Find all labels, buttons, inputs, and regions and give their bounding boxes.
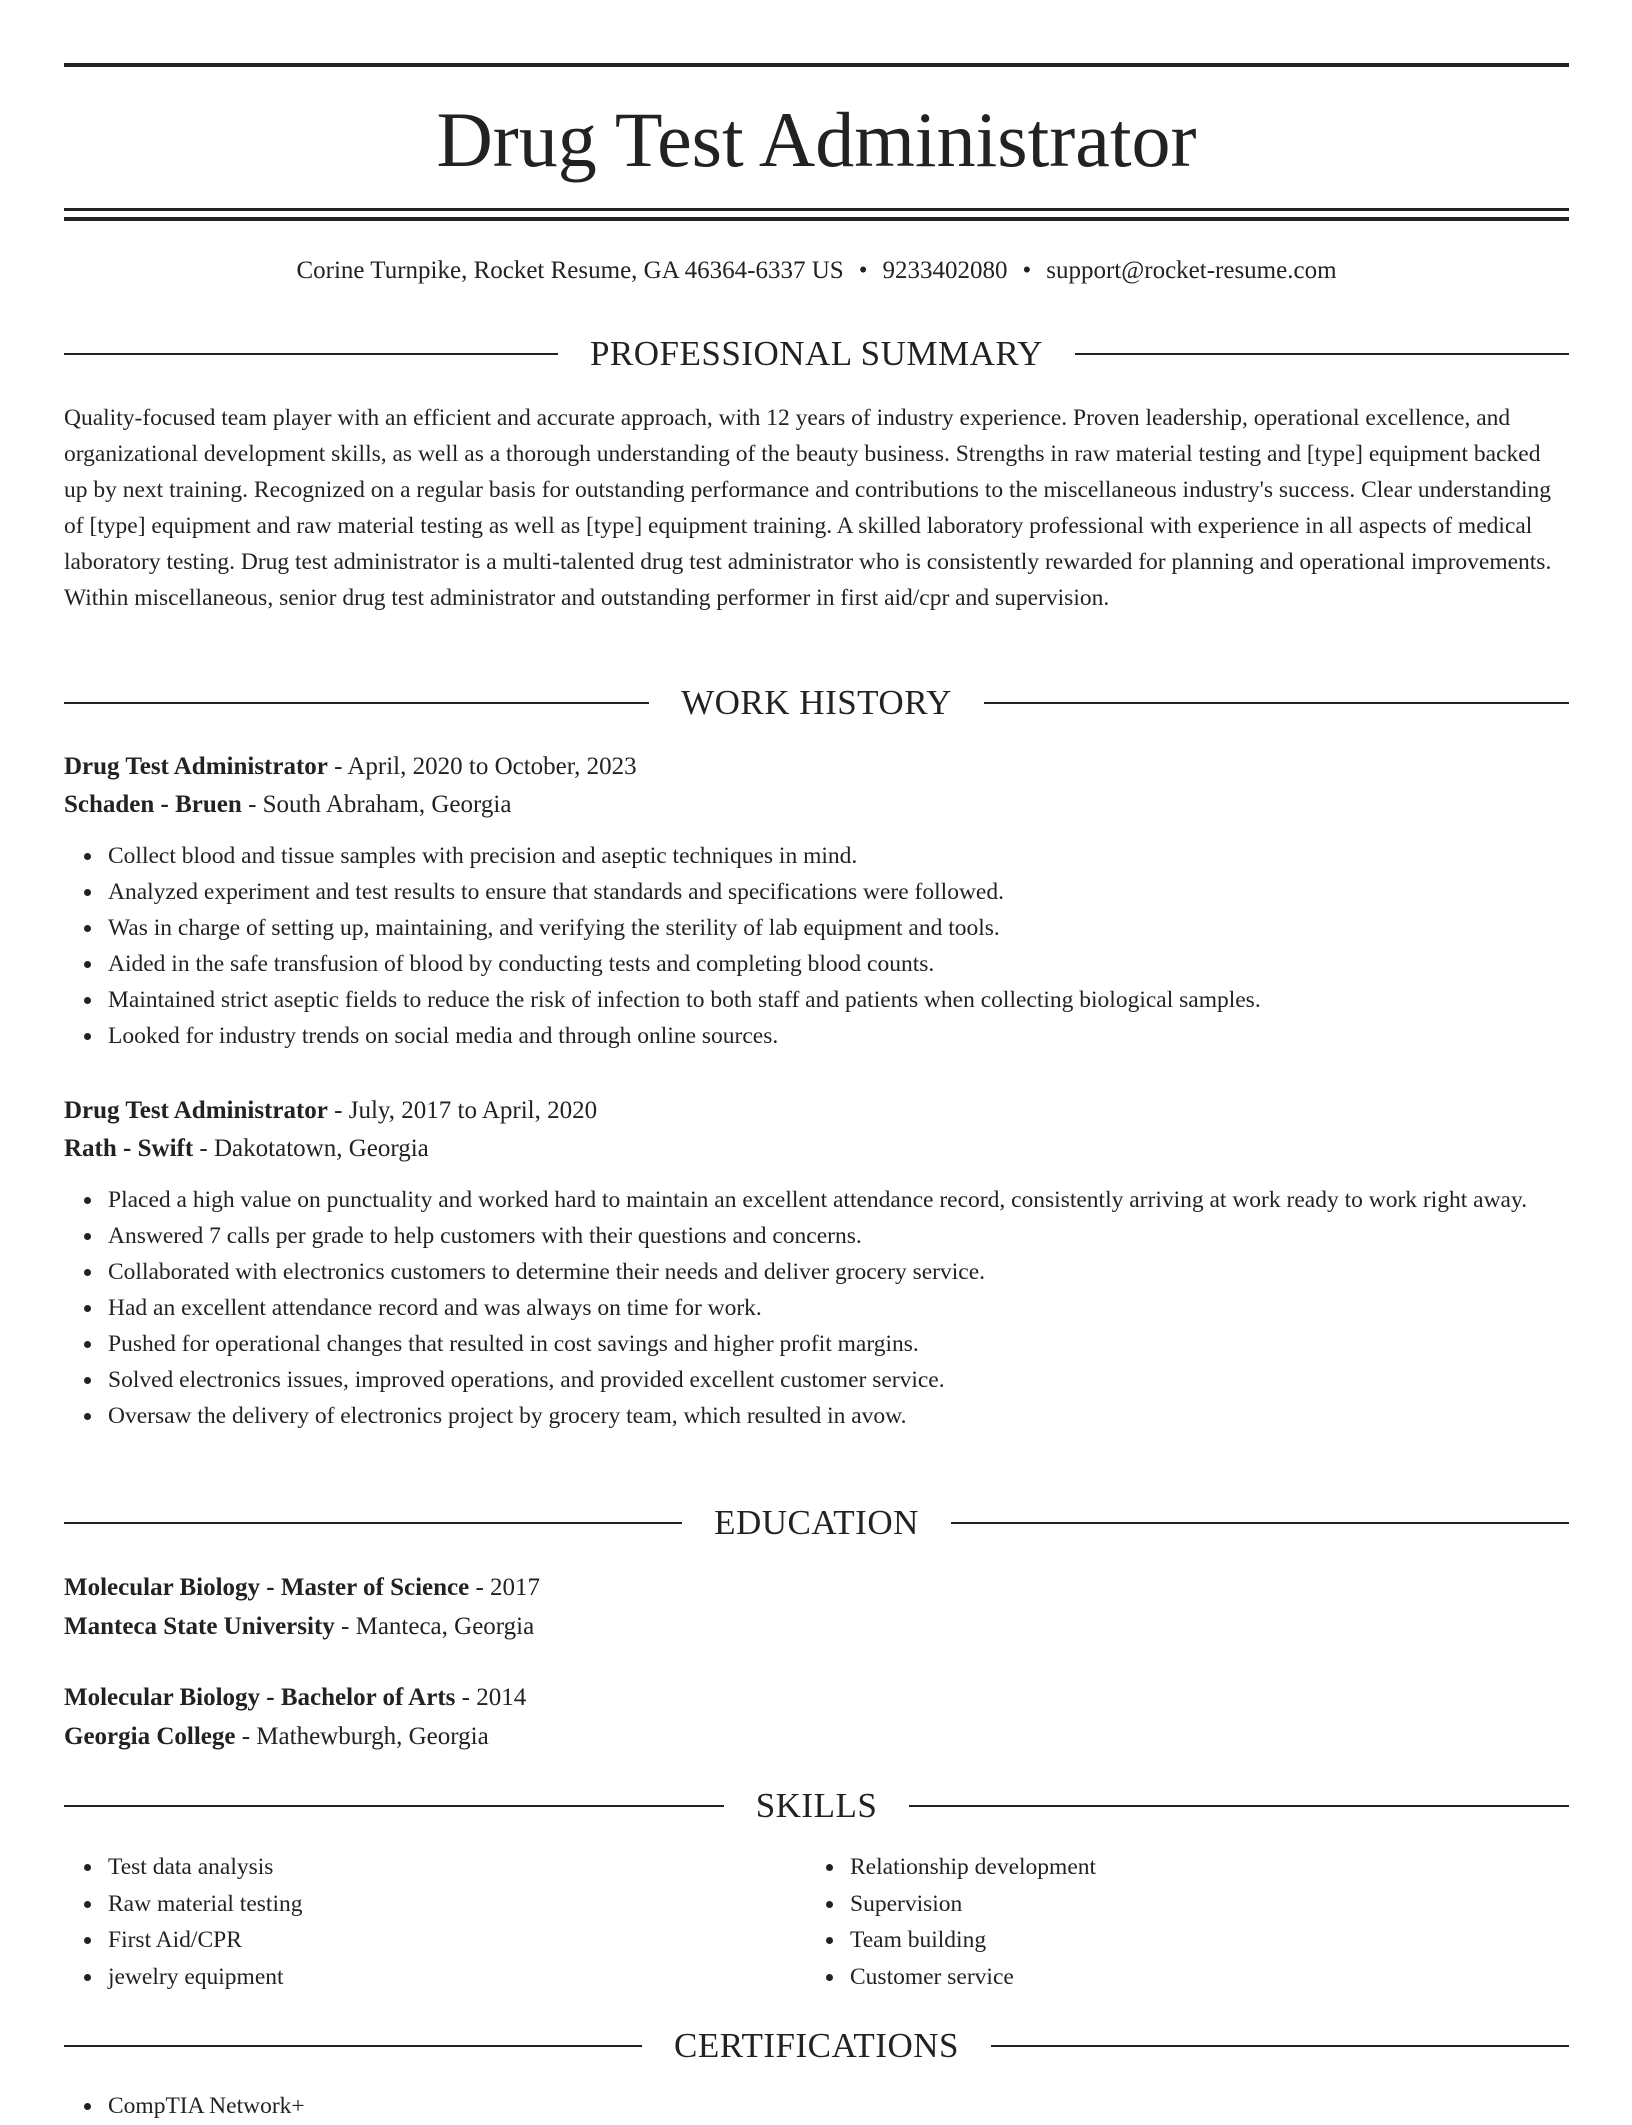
skills-list <box>64 1849 764 1995</box>
skill-item: Supervision <box>850 1886 1506 1923</box>
education-year: - 2017 <box>469 1574 541 1601</box>
heading-rule <box>951 1522 1569 1524</box>
job-title: Drug Test Administrator <box>64 753 328 780</box>
heading-rule <box>64 702 649 704</box>
education-location: - Manteca, Georgia <box>334 1613 535 1640</box>
section-title: CERTIFICATIONS <box>674 2026 959 2065</box>
education-location: - Mathewburgh, Georgia <box>235 1723 489 1750</box>
section-heading-certifications <box>64 2024 1569 2068</box>
skill-item: jewelry equipment <box>108 1959 764 1996</box>
section-heading-work-history <box>64 681 1569 725</box>
list-item: Collect blood and tissue samples with precision and aseptic techniques in mind. <box>108 838 1569 874</box>
job-entry <box>64 1092 1569 1434</box>
section-heading-skills <box>64 1784 1569 1828</box>
section-heading-education <box>64 1501 1569 1545</box>
section-title: WORK HISTORY <box>681 683 952 722</box>
education-entry <box>64 1568 1569 1646</box>
list-item: Aided in the safe transfusion of blood by conducting tests and completing blood counts. <box>108 946 1569 982</box>
title-double-rule <box>64 208 1569 221</box>
top-rule <box>64 63 1569 67</box>
skill-item: Customer service <box>850 1959 1506 1996</box>
heading-rule <box>64 1805 724 1807</box>
list-item: Analyzed experiment and test results to ensure that standards and specifications were followed. <box>108 874 1569 910</box>
heading-rule <box>991 2045 1569 2047</box>
heading-rule <box>64 1522 682 1524</box>
heading-rule <box>64 353 558 355</box>
skill-item: Team building <box>850 1922 1506 1959</box>
skills-list <box>806 1849 1506 1995</box>
education-degree-line <box>64 1678 1569 1717</box>
list-item: Solved electronics issues, improved operations, and provided excellent customer service. <box>108 1362 1569 1398</box>
skill-item: First Aid/CPR <box>108 1922 764 1959</box>
section-title: SKILLS <box>755 1786 878 1825</box>
contact-address: Corine Turnpike, Rocket Resume, GA 46364-6337 US <box>296 257 844 284</box>
education-year: - 2014 <box>455 1684 527 1711</box>
contact-phone: 9233402080 <box>882 257 1008 284</box>
list-item: Looked for industry trends on social media and through online sources. <box>108 1018 1569 1054</box>
job-bullets <box>64 1182 1569 1434</box>
heading-rule <box>1075 353 1569 355</box>
certifications-block <box>64 2088 1569 2125</box>
job-company: Schaden - Bruen <box>64 791 242 818</box>
education-school: Georgia College <box>64 1723 236 1750</box>
heading-rule <box>984 702 1569 704</box>
education-school: Manteca State University <box>64 1613 335 1640</box>
list-item: Had an excellent attendance record and was always on time for work. <box>108 1290 1569 1326</box>
contact-line <box>64 253 1569 289</box>
section-heading-summary <box>64 332 1569 376</box>
job-title: Drug Test Administrator <box>64 1097 328 1124</box>
education-degree: Molecular Biology - Master of Science <box>64 1574 470 1601</box>
heading-rule <box>909 1805 1569 1807</box>
education-school-line <box>64 1607 1569 1646</box>
certification-item: CompTIA Network+ <box>108 2088 1569 2125</box>
job-dates: - July, 2017 to April, 2020 <box>327 1097 598 1124</box>
list-item: Placed a high value on punctuality and worked hard to maintain an excellent attendance record, consistently arriving at work ready to work right away. <box>108 1182 1569 1218</box>
job-bullets <box>64 838 1569 1054</box>
education-degree: Molecular Biology - Bachelor of Arts <box>64 1684 456 1711</box>
contact-separator: • <box>1022 257 1032 284</box>
job-company: Rath - Swift <box>64 1135 194 1162</box>
contact-email: support@rocket-resume.com <box>1046 257 1337 284</box>
education-degree-line <box>64 1568 1569 1607</box>
list-item: Pushed for operational changes that resulted in cost savings and higher profit margins. <box>108 1326 1569 1362</box>
contact-separator: • <box>858 257 868 284</box>
summary-text: Quality-focused team player with an efficient and accurate approach, with 12 years of industry experience. Proven leadership, operational excellence, and organizational development skills, as well as a thorough understanding of the beauty business. Strengths in raw material testing and [type] equipment backed up by next training. Recognized on a regular basis for outstanding performance and contributions to the miscellaneous industry's success. Clear understanding of [type] equipment and raw material testing as well as [type] equipment training. A skilled laboratory professional with experience in all aspects of medical laboratory testing. Drug test administrator is a multi-talented drug test administrator who is consistently rewarded for planning and operational improvements. Within miscellaneous, senior drug test administrator and outstanding performer in first aid/cpr and supervision. <box>64 405 1552 611</box>
skills-column-right <box>806 1849 1506 1995</box>
job-company-line <box>64 786 1569 824</box>
list-item: Maintained strict aseptic fields to reduce the risk of infection to both staff and patients when collecting biological samples. <box>108 982 1569 1018</box>
skill-item: Raw material testing <box>108 1886 764 1923</box>
certifications-list <box>64 2088 1569 2125</box>
list-item: Answered 7 calls per grade to help customers with their questions and concerns. <box>108 1218 1569 1254</box>
job-title-line <box>64 748 1569 786</box>
job-entry <box>64 748 1569 1054</box>
job-location: - Dakotatown, Georgia <box>193 1135 429 1162</box>
skill-item: Relationship development <box>850 1849 1506 1886</box>
list-item: Oversaw the delivery of electronics project by grocery team, which resulted in avow. <box>108 1398 1569 1434</box>
skills-column-left <box>64 1849 764 1995</box>
job-location: - South Abraham, Georgia <box>241 791 512 818</box>
section-title: EDUCATION <box>714 1503 919 1542</box>
skill-item: Test data analysis <box>108 1849 764 1886</box>
job-title-line <box>64 1092 1569 1130</box>
section-title: PROFESSIONAL SUMMARY <box>589 334 1044 373</box>
page-title: Drug Test Administrator <box>436 96 1197 183</box>
education-entry <box>64 1678 1569 1756</box>
education-school-line <box>64 1717 1569 1756</box>
job-company-line <box>64 1130 1569 1168</box>
list-item: Collaborated with electronics customers to determine their needs and deliver grocery service. <box>108 1254 1569 1290</box>
heading-rule <box>64 2045 642 2047</box>
list-item: Was in charge of setting up, maintaining, and verifying the sterility of lab equipment and tools. <box>108 910 1569 946</box>
job-dates: - April, 2020 to October, 2023 <box>327 753 637 780</box>
